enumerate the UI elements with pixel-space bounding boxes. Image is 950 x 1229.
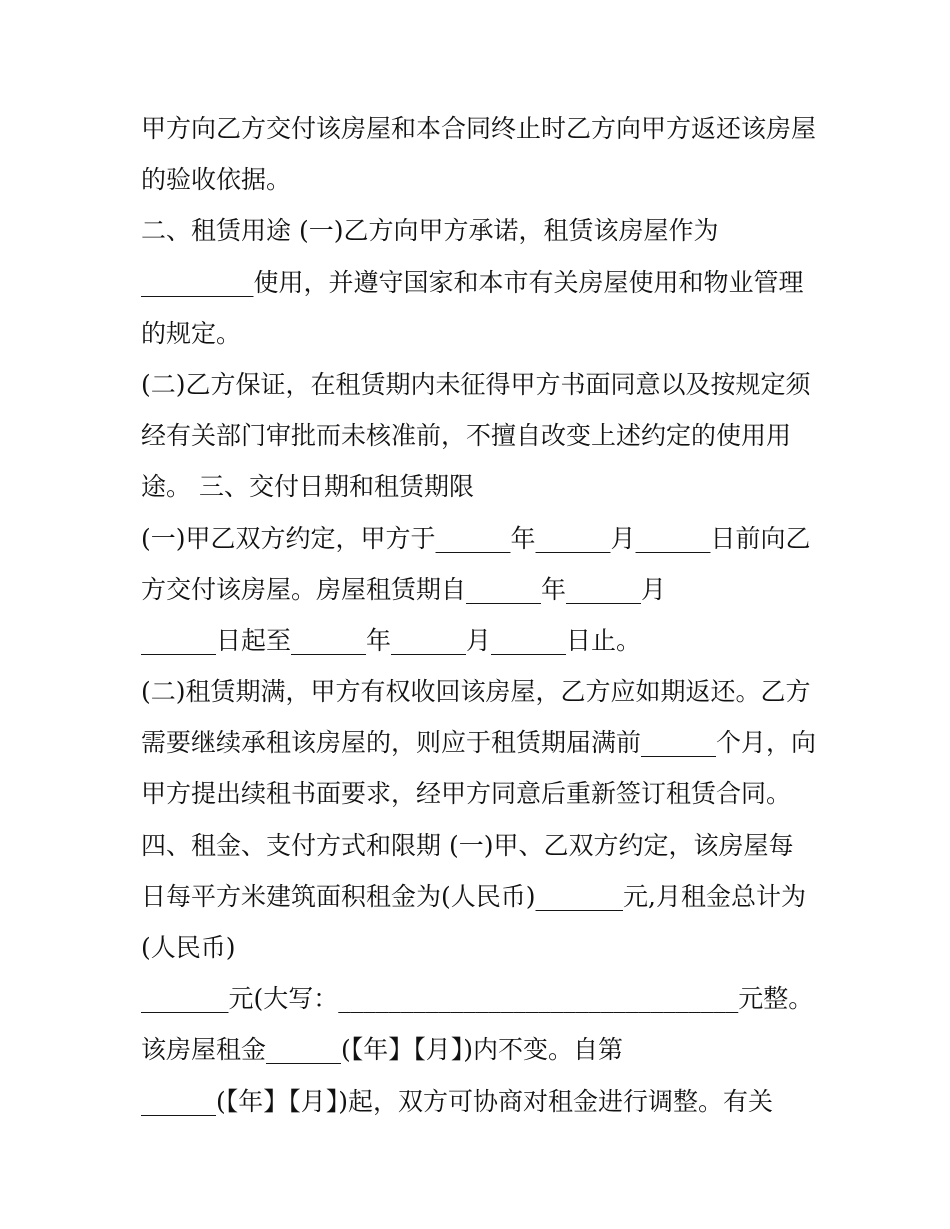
text-line: 该房屋租金______(【年】【月】)内不变。自第 <box>141 1035 624 1065</box>
text-line: 四、租金、支付方式和限期 (一)甲、乙双方约定，该房屋每 <box>141 830 794 860</box>
contract-text <box>141 103 831 1127</box>
text-line: 甲方提出续租书面要求，经甲方同意后重新签订租赁合同。 <box>141 779 792 809</box>
text-line: (二)乙方保证，在租赁期内未征得甲方书面同意以及按规定须 <box>141 369 811 399</box>
text-line: 的规定。 <box>141 318 242 348</box>
text-line: ______日起至______年______月______日止。 <box>141 625 642 655</box>
text-line: _______元(大写：________________________________元整。 <box>141 984 814 1014</box>
text-line: (一)甲乙双方约定，甲方于______年______月______日前向乙 <box>141 523 811 553</box>
text-line: 经有关部门审批而未核准前，不擅自改变上述约定的使用用 <box>141 421 792 451</box>
text-line: _________使用，并遵守国家和本市有关房屋使用和物业管理 <box>141 267 804 297</box>
text-line: 需要继续承租该房屋的，则应于租赁期届满前______个月，向 <box>141 728 817 758</box>
text-line: 甲方向乙方交付该房屋和本合同终止时乙方向甲方返还该房屋 <box>141 114 817 143</box>
text-line: 日每平方米建筑面积租金为(人民币)_______元,月租金总计为 <box>141 881 806 911</box>
text-line: (人民币) <box>141 933 236 962</box>
text-line: 途。 三、交付日期和租赁期限 <box>141 472 474 502</box>
text-line: 方交付该房屋。房屋租赁期自______年______月 <box>141 574 667 604</box>
text-line: (二)租赁期满，甲方有权收回该房屋，乙方应如期返还。乙方 <box>141 677 811 707</box>
text-line: ______(【年】【月】)起，双方可协商对租金进行调整。有关 <box>141 1086 774 1116</box>
text-line: 二、租赁用途 (一)乙方向甲方承诺，租赁该房屋作为 <box>141 216 719 246</box>
text-line: 的验收依据。 <box>141 165 292 195</box>
